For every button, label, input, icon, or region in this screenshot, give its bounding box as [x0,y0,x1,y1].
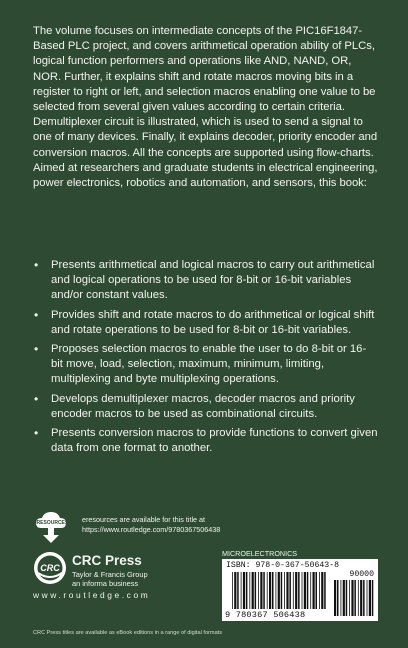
barcode-bar [324,572,326,609]
barcode-bar [272,572,274,609]
barcode-bar [334,580,336,616]
crc-press-logo-icon [33,551,67,585]
barcode-bar [241,572,242,609]
eresources-note [82,515,220,535]
barcode-bar [310,572,311,609]
barcode-bar [360,580,362,616]
barcode-bar [258,572,259,609]
barcode-bar [313,572,315,609]
feature-item: • Proposes selection macros to enable the user to do 8-bit or 16-bit move, load, selection, maximum, minimum, limiting, multiplexing and byte multiplexing operations. [33,342,378,388]
ebook-note: CRC Press titles are available as eBook editions in a range of digital formats [33,630,223,636]
barcode-bar [298,572,300,609]
barcode-bar [363,580,365,616]
barcode-bar [307,572,309,609]
barcode-bar [367,580,368,616]
barcode-bar [369,580,371,616]
price-code: 90000 [349,570,374,579]
publisher-url[interactable]: www.routledge.com [33,590,151,600]
barcode-bar [316,572,318,609]
publisher-name: CRC Press [72,553,142,568]
barcode-bar [267,572,268,609]
eresources-line: eresources are available for this title at [82,515,206,524]
eresources-cloud-icon [33,510,69,544]
barcode-bar [349,580,350,616]
barcode-bar [281,572,283,609]
feature-item: • Develops demultiplexer macros, decoder macros and priority encoder macros to be used as combinational circuits. [33,392,378,422]
barcode-bar [276,572,277,609]
barcode-bar [346,580,348,616]
publisher-tagline: an informa business [72,579,139,588]
publisher-group: Taylor & Francis Group [72,570,148,579]
eresources-icon-label: eRESOURCES [33,520,69,526]
barcode-bar [319,572,320,609]
feature-item: • Presents arithmetical and logical macros to carry out arithmetical and logical operations to be used for 8-bit or 16-bit variables and/or constant values. [33,258,378,304]
feature-item: • Provides shift and rotate macros to do arithmetical or logical shift and rotate operations to be used for 8-bit or 16-bit variables. [33,308,378,338]
barcode-bar [255,572,257,609]
barcode-bar [337,580,339,616]
barcode-bar [252,572,254,609]
barcode-bar [321,572,323,609]
barcode-bar [358,580,359,616]
barcode-bar [260,572,262,609]
barcode-bar [302,572,303,609]
book-description: The volume focuses on intermediate concepts of the PIC16F1847-Based PLC project, and covers arithmetical operation ability of PLCs, logical function performers and operations like AND, NAND, OR, NOR. Further, it explains shift and rotate macros moving bits in a register to right or left, and selection macros enabling one value to be selected from several given values according to certain criteria. Demultiplexer circuit is illustrated, which is used to send a signal to one of many devices. Finally, it explains decoder, priority encoder and conversion macros. All the concepts are supported using flow-charts. Aimed at researchers and graduate students in electrical engineering, power electronics, robotics and automation, and sensors, this book: [33,25,378,190]
barcode-bar [278,572,280,609]
barcode-bar [304,572,306,609]
isbn-text: ISBN: 978-0-367-50643-8 [226,561,340,570]
barcode-bar [237,572,239,609]
eresources-link[interactable]: https://www.routledge.com/9780367506438 [82,525,221,534]
barcode-bar [343,580,345,616]
barcode-bar [263,572,265,609]
barcode-bar [246,572,248,609]
feature-item: • Presents conversion macros to provide functions to convert given data from one format to another. [33,426,378,456]
barcode-bar [243,572,245,609]
barcode-bar [372,580,374,616]
barcode-bar [269,572,271,609]
ean-bars [232,572,326,609]
barcode-bar [234,572,236,609]
barcode-bar [293,572,294,609]
addon-bars [334,580,373,616]
barcode-bar [232,572,233,609]
subject-category: MICROELECTRONICS [222,549,298,558]
isbn-barcode [222,559,378,621]
barcode-bar [289,572,291,609]
publisher-subtitle [72,570,148,588]
barcode-bar [354,580,356,616]
barcode-bar [249,572,250,609]
barcode-bar [284,572,285,609]
barcode-bar [295,572,297,609]
crc-logo-text: CRC [40,563,60,573]
barcode-bar [341,580,342,616]
feature-list [33,258,378,460]
barcode-digits: 9 780367 506438 [225,610,306,620]
barcode-bar [286,572,288,609]
barcode-bar [351,580,353,616]
